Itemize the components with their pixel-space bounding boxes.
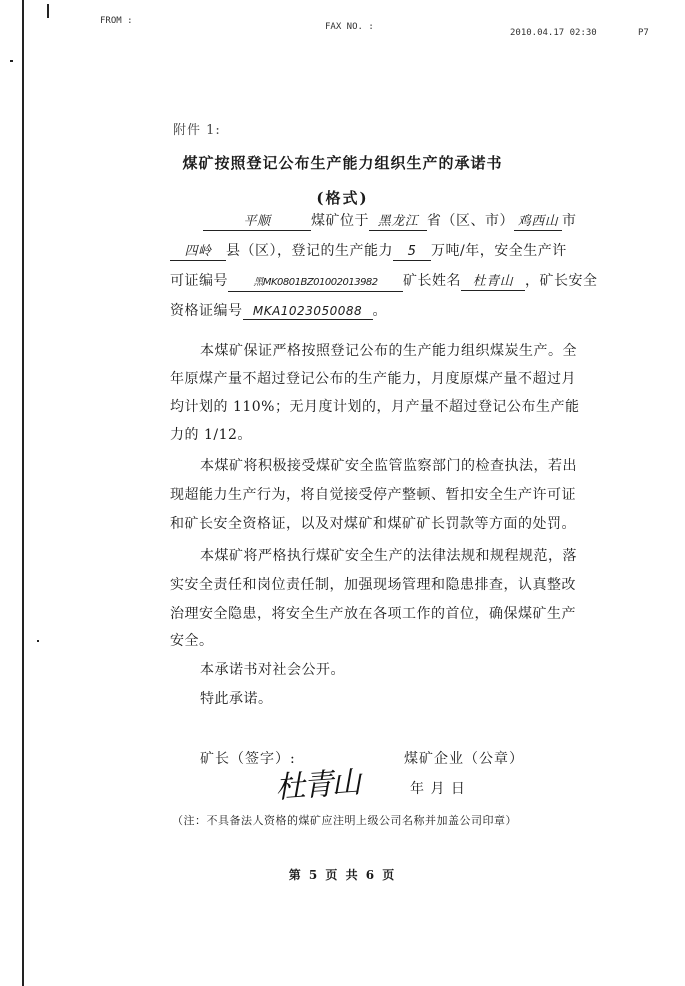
paragraph-2-line: 和矿长安全资格证，以及对煤矿和煤矿矿长罚款等方面的处罚。 xyxy=(170,516,576,532)
footnote: （注：不具备法人资格的煤矿应注明上级公司名称并加盖公司印章） xyxy=(172,814,517,827)
form-text: 煤矿位于 xyxy=(311,213,369,229)
fax-number-label: FAX NO. : xyxy=(325,22,374,32)
form-text: 省（区、市） xyxy=(427,213,514,229)
signature-date-label: 年 月 日 xyxy=(410,781,466,797)
paragraph-2-line: 本煤矿将积极接受煤矿安全监管监察部门的检查执法，若出 xyxy=(200,458,577,474)
mine-name-field[interactable]: 平顺 xyxy=(203,214,311,231)
form-text: 资格证编号 xyxy=(170,303,243,319)
page-number: 第 5 页 共 6 页 xyxy=(288,868,397,882)
scan-speck xyxy=(37,640,39,642)
county-field[interactable]: 四岭 xyxy=(170,244,226,261)
manager-name-field[interactable]: 杜青山 xyxy=(461,274,525,291)
form-text: 市 xyxy=(562,213,577,229)
scan-speck xyxy=(10,60,13,62)
form-text: 。 xyxy=(372,303,387,319)
scan-edge-line xyxy=(22,0,24,986)
paragraph-3-line: 安全。 xyxy=(170,633,214,649)
manager-signature: 杜青山 xyxy=(274,765,361,806)
fax-from-label: FROM : xyxy=(100,16,133,26)
scan-speck xyxy=(47,4,49,18)
city-field[interactable]: 鸡西山 xyxy=(514,214,562,231)
paragraph-1-line: 本煤矿保证严格按照登记公布的生产能力组织煤炭生产。全 xyxy=(200,343,577,359)
form-line-4 xyxy=(170,300,387,320)
form-text: 万吨/年，安全生产许 xyxy=(431,243,567,259)
license-number-field[interactable]: 黑MK0801BZ01002013982 xyxy=(228,275,403,292)
capacity-field[interactable]: 5 xyxy=(393,244,431,261)
paragraph-2-line: 现超能力生产行为，将自觉接受停产整顿、暂扣安全生产许可证 xyxy=(170,487,576,503)
manager-signature-label: 矿长（签字）: xyxy=(200,751,296,767)
form-line-3 xyxy=(170,270,598,292)
form-text: 矿长姓名 xyxy=(403,273,461,289)
fax-date: 2010.04.17 02:30 xyxy=(510,28,597,38)
fax-page: P7 xyxy=(638,28,649,38)
paragraph-5: 特此承诺。 xyxy=(200,691,273,707)
enterprise-seal-label: 煤矿企业（公章） xyxy=(404,751,524,767)
document-subtitle: (格式) xyxy=(316,189,369,207)
form-line-2 xyxy=(170,240,567,261)
paragraph-1-line: 力的 1/12。 xyxy=(170,427,252,443)
paragraph-3-line: 本煤矿将严格执行煤矿安全生产的法律法规和规程规范，落 xyxy=(200,548,577,564)
certificate-number-field[interactable]: MKA1023050088 xyxy=(243,303,373,320)
paragraph-1-line: 均计划的 110%；无月度计划的，月产量不超过登记公布生产能 xyxy=(170,399,580,415)
form-text: 可证编号 xyxy=(170,273,228,289)
province-field[interactable]: 黑龙江 xyxy=(369,214,427,231)
paragraph-3-line: 治理安全隐患，将安全生产放在各项工作的首位，确保煤矿生产 xyxy=(170,606,576,622)
fax-header xyxy=(0,14,685,38)
form-line-1 xyxy=(203,210,577,231)
attachment-label: 附件 1: xyxy=(173,123,221,138)
paragraph-4: 本承诺书对社会公开。 xyxy=(200,662,345,678)
form-text: 县（区），登记的生产能力 xyxy=(226,243,393,259)
paragraph-3-line: 实安全责任和岗位责任制，加强现场管理和隐患排查，认真整改 xyxy=(170,577,576,593)
form-text: ，矿长安全 xyxy=(525,273,598,289)
document-title: 煤矿按照登记公布生产能力组织生产的承诺书 xyxy=(182,154,503,172)
paragraph-1-line: 年原煤产量不超过登记公布的生产能力，月度原煤产量不超过月 xyxy=(170,371,576,387)
